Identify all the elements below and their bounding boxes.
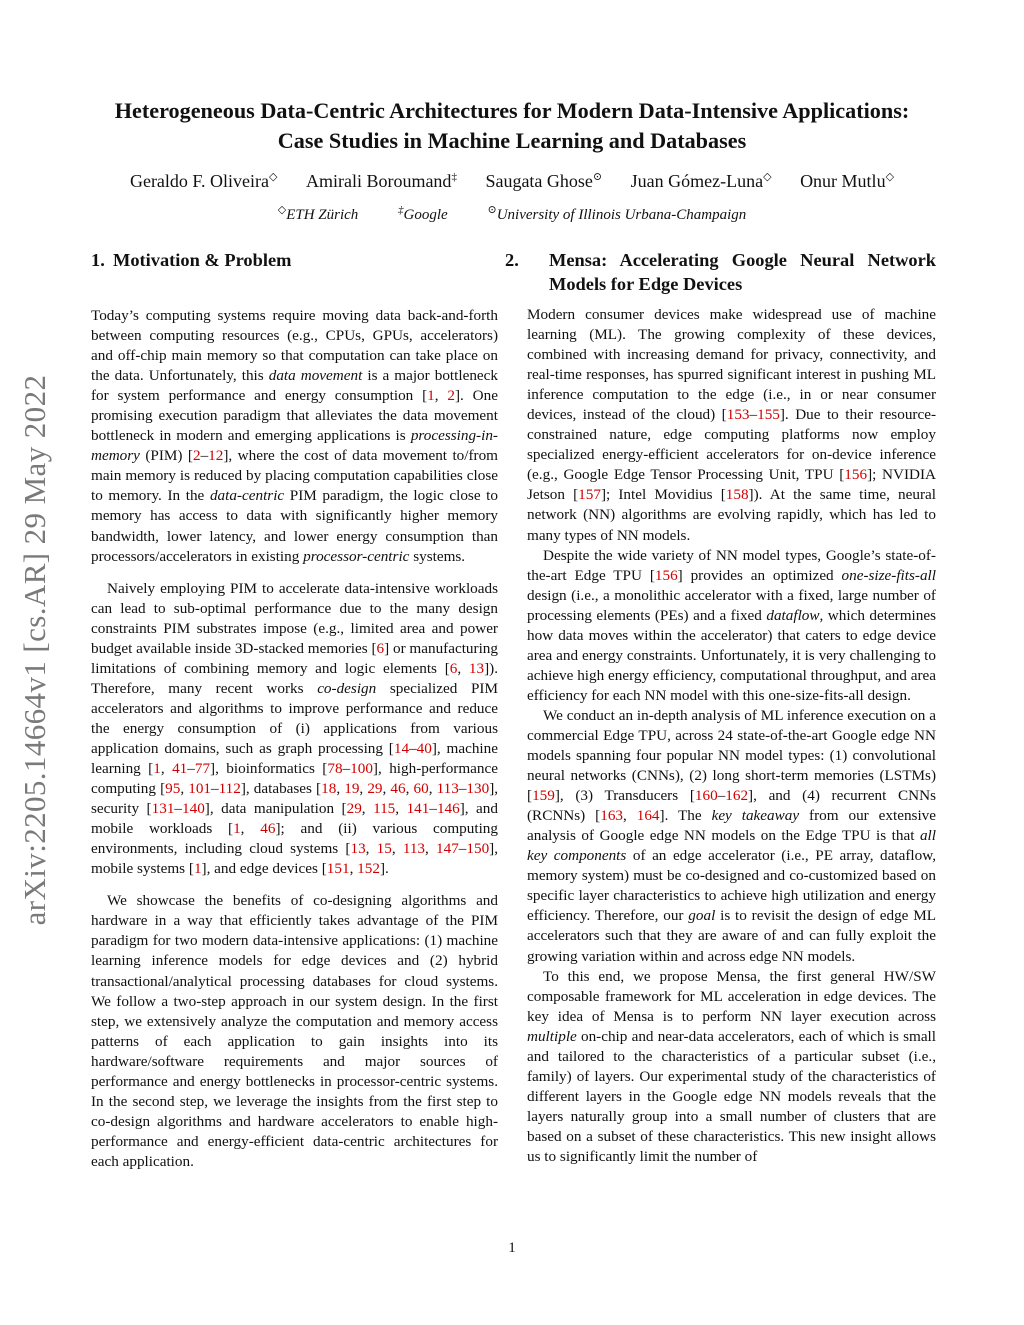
citation-link[interactable]: 156 bbox=[654, 566, 678, 584]
citation-link[interactable]: 113 bbox=[402, 840, 426, 858]
citation-link[interactable]: 146 bbox=[436, 800, 460, 818]
citation-link[interactable]: 95 bbox=[165, 780, 181, 798]
citation-link[interactable]: 40 bbox=[416, 739, 432, 757]
citation-link[interactable]: 141 bbox=[406, 800, 430, 818]
affiliation: ◇ETH Zürich bbox=[277, 204, 359, 223]
citation-link[interactable]: 15 bbox=[376, 840, 392, 858]
arxiv-identifier-text: arXiv:2205.14664v1 [cs.AR] 29 May 2022 bbox=[17, 374, 52, 926]
citation-link[interactable]: 1 bbox=[427, 387, 435, 405]
citation-link[interactable]: 153 bbox=[726, 406, 750, 424]
citation-link[interactable]: 162 bbox=[725, 787, 749, 805]
citation-link[interactable]: 29 bbox=[346, 800, 362, 818]
citation-link[interactable]: 2 bbox=[447, 387, 455, 405]
citation-link[interactable]: 158 bbox=[725, 486, 749, 504]
citation-link[interactable]: 77 bbox=[194, 760, 211, 778]
citation-link[interactable]: 159 bbox=[532, 787, 555, 805]
citation-link[interactable]: 1 bbox=[153, 760, 161, 778]
citation-link[interactable]: 151 bbox=[326, 860, 350, 878]
paragraph: We showcase the benefits of co-designing algorithms and hardware in a way that efficiently takes advantage of the PIM paradigm for two modern data-intensive applications: (1) machine learning inference models for edge devices and (2) hybrid transactional/analytical processing databases for cloud systems. We follow a two-step approach in our system design. In the first step, we extensively analyze the computation and memory access patterns of each application to gain insights into its hardware/software requirements and major sources of performance and energy bottlenecks in processor-centric systems. In the second step, we leverage the insights from the first step to co-design algorithms and hardware accelerators to enable high-performance and energy-efficient data-centric architectures for each application. bbox=[91, 892, 498, 1170]
paragraph: We conduct an in-depth analysis of ML inference execution on a commercial Edge TPU, across 24 state-of-the-art Google edge NN models spanning four popular NN model types: (1) convolutional neural networks (CNNs), (2) long short-term memories (LSTMs) [159], (3) Transducers [160–162], and (4) recurrent CNNs (RCNNs) [163, 164]. The key takeaway from our extensive analysis of Google edge NN models on the Edge TPU is that all key components of an edge accelerator (i.e., PE array, dataflow, memory system) must be co-designed and co-customized based on specific layer characteristics to achieve high utilization and energy efficiency. Therefore, our goal is to revisit the design of edge ML accelerators such that they are aware of and can fully exploit the growing variation within and across edge NN models. bbox=[527, 706, 937, 965]
citation-link[interactable]: 6 bbox=[376, 639, 385, 657]
citation-link[interactable]: 78 bbox=[327, 760, 343, 778]
paragraph: Naively employing PIM to accelerate data-intensive workloads can lead to sub-optimal performance due to the many design constraints PIM substrates impose (e.g., limited area and power budget available inside 3D-stacked memories [6] or manufacturing limitations of combining memory and logic elements [6, 13]). Therefore, many recent works co-design specialized PIM accelerators and algorithms to improve performance and reduce the energy consumption of (i) applications from various application domains, such as graph processing [14–40], machine learning [1, 41–77], bioinformatics [78–100], high-performance computing [95, 101–112], databases [18, 19, 29, 46, 60, 113–130], security [131–140], data manipulation [29, 115, 141–146], and mobile workloads [1, 46]; and (ii) various computing environments, including cloud systems [13, 15, 113, 147–150], mobile systems [1], and edge devices [151, 152]. bbox=[91, 579, 499, 878]
affiliation: ⊙University of Illinois Urbana-Champaign bbox=[487, 204, 747, 223]
citation-link[interactable]: 1 bbox=[233, 820, 241, 838]
citation-link[interactable]: 130 bbox=[466, 780, 490, 798]
citation-link[interactable]: 163 bbox=[600, 807, 623, 825]
author-list bbox=[80, 170, 944, 192]
citation-link[interactable]: 19 bbox=[344, 780, 360, 798]
citation-link[interactable]: 2 bbox=[192, 447, 201, 465]
citation-link[interactable]: 101 bbox=[188, 780, 211, 798]
citation-link[interactable]: 113 bbox=[436, 780, 459, 798]
author: Onur Mutlu◇ bbox=[800, 171, 895, 191]
paragraph: Modern consumer devices make widespread use of machine learning (ML). The growing complexity of these devices, combined with increasing demand for privacy, connectivity, and real-time responses, has spurred significant interest in pushing ML inference computation to the edge (i.e., in or near consumer devices, instead of the cloud) [153–155]. Due to their resource-constrained nature, edge computing platforms now employ specialized energy-efficient accelerators for on-device inference (e.g., Google Edge Tensor Processing Unit, TPU [156]; NVIDIA Jetson [157]; Intel Movidius [158]). At the same time, neural network (NN) algorithms are evolving rapidly, which has led to many types of NN models. bbox=[527, 306, 937, 544]
citation-link[interactable]: 157 bbox=[578, 486, 601, 504]
section-heading-motivation: 1. Motivation & Problem bbox=[91, 250, 292, 270]
citation-link[interactable]: 164 bbox=[636, 807, 660, 825]
citation-link[interactable]: 147 bbox=[436, 840, 459, 858]
citation-link[interactable]: 6 bbox=[449, 659, 458, 677]
citation-link[interactable]: 12 bbox=[208, 447, 224, 465]
citation-link[interactable]: 46 bbox=[260, 820, 276, 838]
paragraph: Despite the wide variety of NN model types, Google’s state-of-the-art Edge TPU [156] provides an optimized one-size-fits-all design (i.e., a monolithic accelerator with a fixed, large number of processing elements (PEs) and a fixed dataflow, which determines how data moves within the accelerator) that caters to edge device area and energy constraints. Unfortunately, it is very challenging to achieve high energy efficiency, computational throughput, and area efficiency for each NN model with this one-size-fits-all design. bbox=[527, 546, 937, 704]
citation-link[interactable]: 29 bbox=[367, 780, 383, 798]
paragraph: Today’s computing systems require moving data back-and-forth between computing resources (e.g., CPUs, GPUs, accelerators) and off-chip main memory so that computation can take place on the data. Unfortunately, this data movement is a major bottleneck for system performance and energy consumption [1, 2]. One promising execution paradigm that alleviates the data movement bottleneck in modern and emerging applications is processing-in-memory (PIM) [2–12], where the cost of data movement to/from main memory is reduced by placing computation capabilities close to memory. In the data-centric PIM paradigm, the logic close to memory has access to data with significantly higher memory bandwidth, lower latency, and lower energy consumption than processors/accelerators in existing processor-centric systems. bbox=[91, 307, 498, 565]
citation-link[interactable]: 150 bbox=[466, 840, 490, 858]
title-line-1: Heterogeneous Data-Centric Architectures for Modern Data-Intensive Applications: bbox=[114, 98, 910, 123]
paragraph: To this end, we propose Mensa, the first general HW/SW composable framework for ML acceleration in edge devices. The key idea of Mensa is to perform NN layer execution across multiple on-chip and near-data accelerators, each of which is small and tailored to the characteristics of a particular subset (i.e., family) of layers. Our experimental study of the characteristics of different layers in the Google edge NN models reveals that the layers naturally group into a small number of clusters that are based on a subset of these characteristics. This new insight allows us to significantly limit the number of bbox=[527, 967, 936, 1165]
title-line-2: Case Studies in Machine Learning and Databases bbox=[277, 128, 747, 153]
author: Juan Gómez-Luna◇ bbox=[630, 171, 772, 191]
page-number: 1 bbox=[508, 1240, 516, 1256]
affiliation-list bbox=[80, 203, 944, 224]
citation-link[interactable]: 152 bbox=[357, 860, 380, 878]
citation-link[interactable]: 46 bbox=[390, 780, 406, 798]
citation-link[interactable]: 160 bbox=[694, 787, 718, 805]
arxiv-identifier bbox=[8, 340, 62, 960]
section-heading-mensa: 2. Mensa: Accelerating Google Neural Network Models for Edge Devices bbox=[505, 250, 936, 294]
author: Saugata Ghose⊙ bbox=[485, 171, 603, 191]
left-column bbox=[91, 248, 498, 1172]
citation-link[interactable]: 156 bbox=[844, 466, 868, 484]
citation-link[interactable]: 13 bbox=[468, 659, 485, 677]
right-column bbox=[505, 248, 937, 1167]
affiliation: ‡Google bbox=[398, 204, 448, 223]
author: Amirali Boroumand‡ bbox=[305, 171, 457, 191]
citation-link[interactable]: 13 bbox=[350, 840, 366, 858]
citation-link[interactable]: 112 bbox=[218, 780, 241, 798]
author: Geraldo F. Oliveira◇ bbox=[129, 171, 278, 191]
citation-link[interactable]: 1 bbox=[193, 860, 202, 878]
citation-link[interactable]: 100 bbox=[350, 760, 373, 778]
citation-link[interactable]: 18 bbox=[321, 780, 337, 798]
citation-link[interactable]: 115 bbox=[373, 800, 396, 818]
citation-link[interactable]: 155 bbox=[757, 406, 780, 424]
citation-link[interactable]: 140 bbox=[182, 800, 205, 818]
paper-title bbox=[80, 96, 944, 156]
citation-link[interactable]: 131 bbox=[151, 800, 175, 818]
citation-link[interactable]: 14 bbox=[393, 739, 410, 757]
citation-link[interactable]: 60 bbox=[413, 780, 429, 798]
citation-link[interactable]: 41 bbox=[172, 760, 188, 778]
